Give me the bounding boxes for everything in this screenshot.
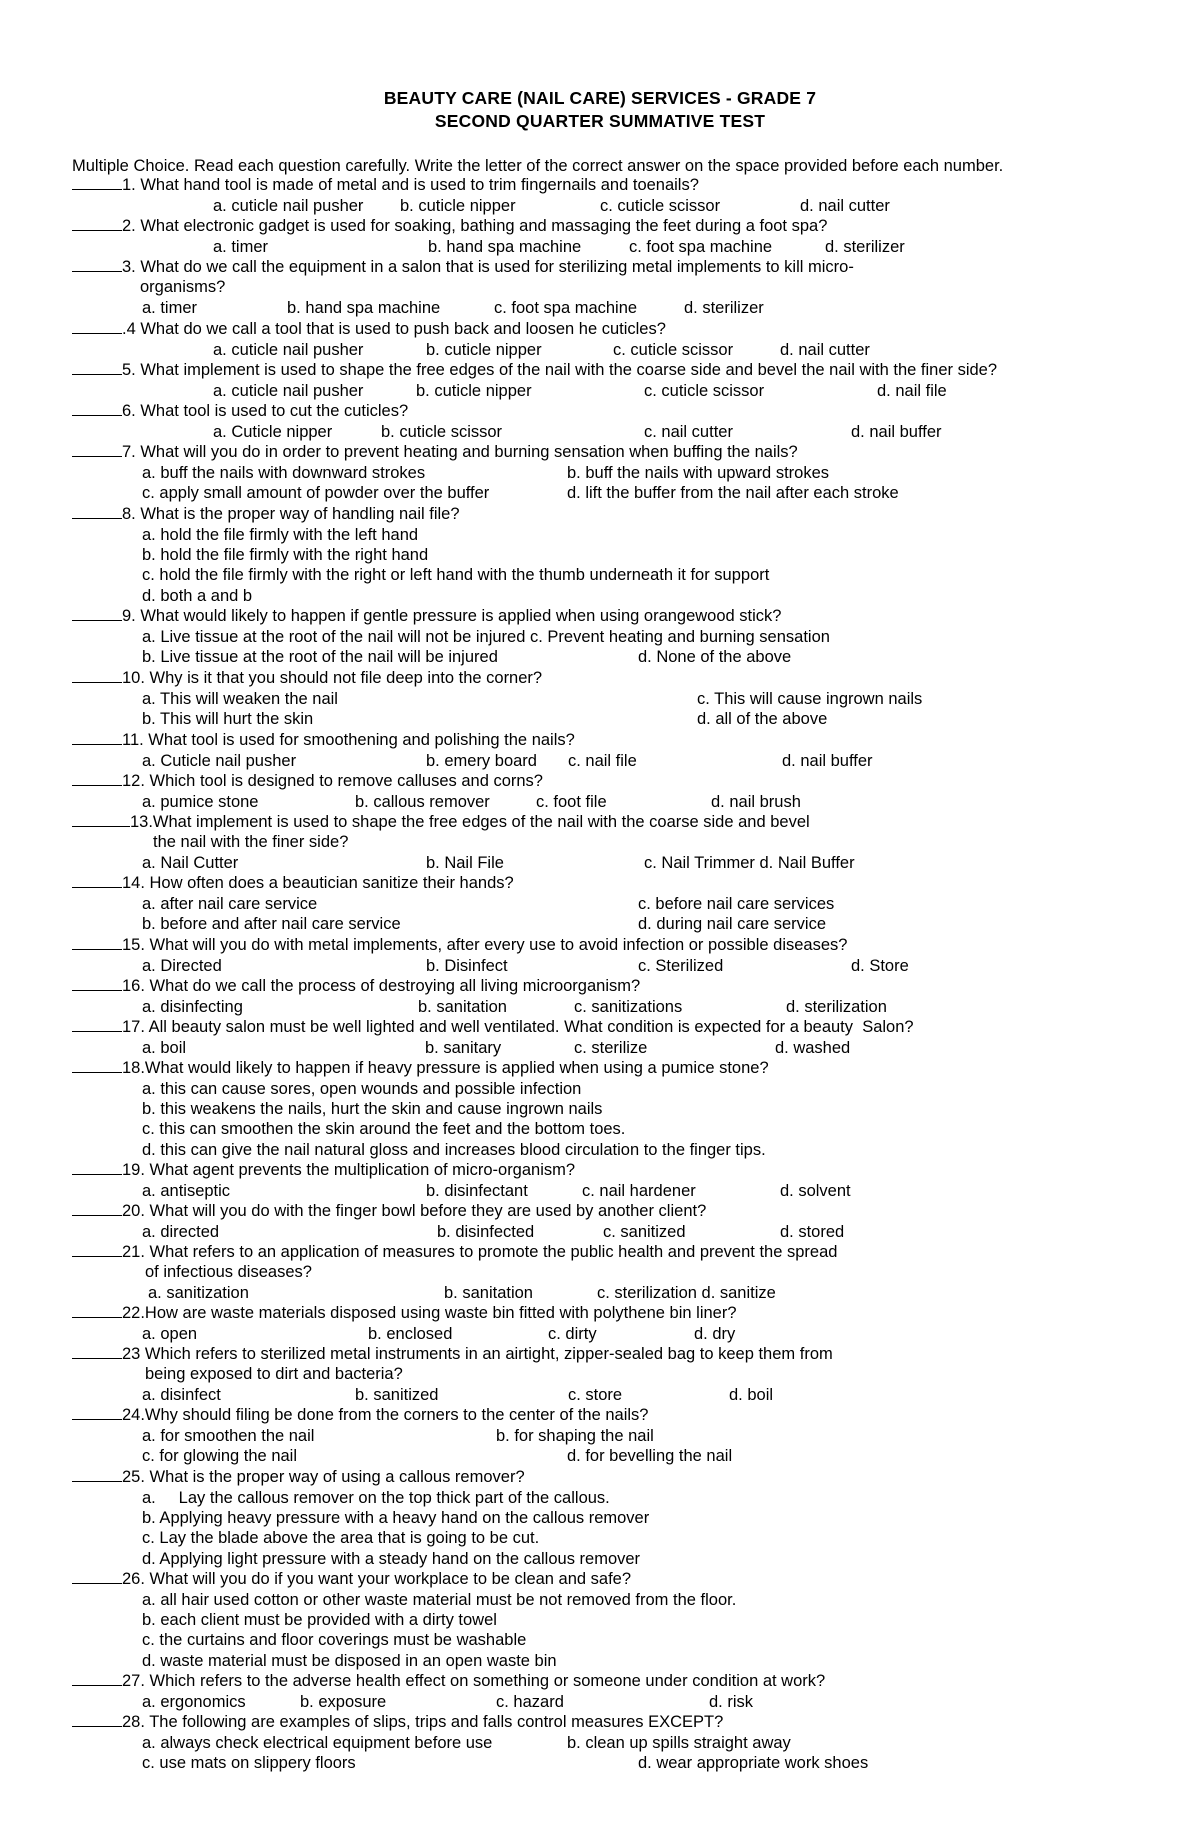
answer-choice: b. cuticle nipper [400, 197, 516, 215]
answer-choice: a. Cuticle nail pusher [142, 752, 297, 770]
answer-blank[interactable] [72, 319, 122, 334]
answer-choice: a. boil [142, 1039, 187, 1057]
answer-choice: d. Applying light pressure with a steady hand on the callous remover [142, 1550, 641, 1568]
answer-choice: c. the curtains and floor coverings must be washable [142, 1631, 527, 1649]
answer-choice: d. stored [780, 1223, 845, 1241]
answer-choice: c. foot spa machine [629, 238, 773, 256]
answer-choice: b. sanitation [418, 998, 507, 1016]
answer-choice: c. Sterilized [638, 957, 724, 975]
question-text: 21. What refers to an application of measures to promote the public health and prevent the spread [122, 1243, 838, 1261]
answer-blank[interactable] [72, 935, 122, 950]
answer-choice: c. nail cutter [644, 423, 733, 441]
answer-choice: b. before and after nail care service [142, 915, 401, 933]
answer-blank[interactable] [72, 1671, 122, 1686]
answer-choice: b. each client must be provided with a dirty towel [142, 1611, 497, 1629]
answer-choice: a. Lay the callous remover on the top thick part of the callous. [142, 1489, 610, 1507]
answer-blank[interactable] [72, 1017, 122, 1032]
question-text: 7. What will you do in order to prevent heating and burning sensation when buffing the nails? [122, 443, 798, 461]
answer-choice: b. disinfectant [426, 1182, 528, 1200]
answer-blank[interactable] [72, 606, 122, 621]
question-line [72, 360, 997, 380]
answer-choice: c. apply small amount of powder over the buffer [142, 484, 490, 502]
question-text: 24.Why should filing be done from the corners to the center of the nails? [122, 1406, 649, 1424]
question-text: 8. What is the proper way of handling nail file? [122, 505, 460, 523]
question-text: 1. What hand tool is made of metal and is used to trim fingernails and toenails? [122, 176, 699, 194]
question-line [72, 1058, 769, 1078]
answer-choice: a. buff the nails with downward strokes [142, 464, 426, 482]
question-text: 11. What tool is used for smoothening and polishing the nails? [122, 731, 575, 749]
answer-choice: a. sanitization [148, 1284, 249, 1302]
question-line [72, 175, 699, 195]
question-line [72, 1405, 648, 1425]
question-text-continued: organisms? [140, 278, 226, 296]
answer-choice: b. hold the file firmly with the right hand [142, 546, 429, 564]
answer-choice: d. sterilization [786, 998, 887, 1016]
answer-blank[interactable] [72, 1405, 122, 1420]
answer-blank[interactable] [72, 175, 122, 190]
question-text: 18.What would likely to happen if heavy pressure is applied when using a pumice stone? [122, 1059, 769, 1077]
question-line [72, 442, 798, 462]
question-text-continued: the nail with the finer side? [153, 833, 349, 851]
answer-choice: b. emery board [426, 752, 537, 770]
answer-choice: b. Nail File [426, 854, 504, 872]
answer-choice: d. risk [709, 1693, 754, 1711]
question-text: 23 Which refers to sterilized metal instruments in an airtight, zipper-sealed bag to keep them from [122, 1345, 833, 1363]
answer-blank[interactable] [72, 1344, 122, 1359]
answer-choice: d. nail buffer [851, 423, 942, 441]
answer-choice: b. this weakens the nails, hurt the skin and cause ingrown nails [142, 1100, 603, 1118]
question-line [72, 1569, 631, 1589]
answer-blank[interactable] [72, 442, 122, 457]
answer-choice: d. None of the above [638, 648, 792, 666]
answer-choice: a. timer [213, 238, 269, 256]
answer-blank[interactable] [72, 1712, 122, 1727]
answer-choice: b. This will hurt the skin [142, 710, 314, 728]
answer-blank[interactable] [72, 504, 122, 519]
question-line [72, 319, 666, 339]
question-text: 26. What will you do if you want your workplace to be clean and safe? [122, 1570, 632, 1588]
answer-choice: c. nail hardener [582, 1182, 696, 1200]
question-text: 27. Which refers to the adverse health effect on something or someone under condition at work? [122, 1672, 826, 1690]
question-line [72, 606, 781, 626]
question-line [72, 401, 408, 421]
question-text-continued: of infectious diseases? [145, 1263, 312, 1281]
answer-choice: c. Nail Trimmer d. Nail Buffer [644, 854, 855, 872]
answer-choice: c. nail file [568, 752, 637, 770]
answer-blank[interactable] [72, 771, 122, 786]
question-line [72, 730, 575, 750]
answer-blank[interactable] [72, 1242, 122, 1257]
answer-choice: b. callous remover [355, 793, 490, 811]
question-text: 25. What is the proper way of using a callous remover? [122, 1468, 525, 1486]
question-line [72, 812, 810, 832]
test-title-line-1: BEAUTY CARE (NAIL CARE) SERVICES - GRADE 7 [383, 88, 817, 108]
answer-blank[interactable] [72, 668, 122, 683]
answer-blank[interactable] [72, 216, 122, 231]
answer-choice: a. Live tissue at the root of the nail will not be injured c. Prevent heating and burning sensation [142, 628, 830, 646]
answer-choice: d. Store [851, 957, 909, 975]
answer-choice: b. cuticle scissor [381, 423, 503, 441]
answer-choice: d. wear appropriate work shoes [638, 1754, 869, 1772]
test-title-line-2: SECOND QUARTER SUMMATIVE TEST [434, 111, 766, 131]
answer-choice: c. Lay the blade above the area that is going to be cut. [142, 1529, 540, 1547]
answer-choice: a. pumice stone [142, 793, 259, 811]
answer-blank[interactable] [72, 1467, 122, 1482]
answer-blank[interactable] [72, 812, 130, 827]
answer-choice: c. dirty [548, 1325, 597, 1343]
answer-choice: b. sanitation [444, 1284, 533, 1302]
answer-choice: b. hand spa machine [428, 238, 582, 256]
answer-choice: d. washed [775, 1039, 851, 1057]
answer-choice: c. store [568, 1386, 623, 1404]
answer-choice: d. lift the buffer from the nail after each stroke [567, 484, 899, 502]
answer-choice: b. Applying heavy pressure with a heavy hand on the callous remover [142, 1509, 650, 1527]
answer-choice: a. for smoothen the nail [142, 1427, 315, 1445]
answer-choice: a. ergonomics [142, 1693, 246, 1711]
answer-blank[interactable] [72, 1569, 122, 1584]
question-text: .4 What do we call a tool that is used to push back and loosen he cuticles? [122, 320, 666, 338]
answer-choice: a. antiseptic [142, 1182, 231, 1200]
answer-blank[interactable] [72, 1058, 122, 1073]
question-text: 28. The following are examples of slips, trips and falls control measures EXCEPT? [122, 1713, 724, 1731]
answer-choice: b. enclosed [368, 1325, 453, 1343]
answer-choice: a. directed [142, 1223, 220, 1241]
answer-choice: b. Disinfect [426, 957, 508, 975]
answer-choice: c. sanitizations [574, 998, 683, 1016]
answer-choice: c. use mats on slippery floors [142, 1754, 356, 1772]
answer-choice: d. during nail care service [638, 915, 827, 933]
answer-blank[interactable] [72, 1303, 122, 1318]
answer-blank[interactable] [72, 360, 122, 375]
question-line [72, 1201, 706, 1221]
answer-choice: d. boil [729, 1386, 774, 1404]
question-line [72, 257, 854, 277]
answer-choice: a. disinfect [142, 1386, 221, 1404]
answer-choice: b. sanitized [355, 1386, 439, 1404]
answer-choice: d. nail brush [711, 793, 801, 811]
answer-blank[interactable] [72, 257, 122, 272]
answer-choice: b. sanitary [425, 1039, 502, 1057]
answer-choice: c. hold the file firmly with the right or left hand with the thumb underneath it for support [142, 566, 770, 584]
question-line [72, 1242, 837, 1262]
question-text: 2. What electronic gadget is used for soaking, bathing and massaging the feet during a foot spa? [122, 217, 828, 235]
instructions: Multiple Choice. Read each question carefully. Write the letter of the correct answer on the space provided before each number. [72, 157, 1004, 175]
answer-choice: b. clean up spills straight away [567, 1734, 791, 1752]
answer-choice: c. sterilization d. sanitize [597, 1284, 776, 1302]
answer-choice: c. This will cause ingrown nails [697, 690, 923, 708]
answer-blank[interactable] [72, 1160, 122, 1175]
answer-choice: a. This will weaken the nail [142, 690, 338, 708]
answer-blank[interactable] [72, 730, 122, 745]
question-line [72, 1671, 825, 1691]
answer-choice: b. buff the nails with upward strokes [567, 464, 830, 482]
answer-choice: d. dry [694, 1325, 736, 1343]
answer-choice: a. Nail Cutter [142, 854, 239, 872]
answer-choice: d. nail cutter [780, 341, 870, 359]
answer-choice: a. disinfecting [142, 998, 243, 1016]
question-line [72, 935, 847, 955]
answer-choice: c. sanitized [603, 1223, 686, 1241]
answer-choice: c. foot spa machine [494, 299, 638, 317]
question-line [72, 873, 514, 893]
question-text: 10. Why is it that you should not file deep into the corner? [122, 669, 543, 687]
answer-choice: a. after nail care service [142, 895, 318, 913]
answer-choice: b. disinfected [437, 1223, 535, 1241]
answer-choice: b. cuticle nipper [426, 341, 542, 359]
answer-choice: d. this can give the nail natural gloss and increases blood circulation to the finger tips. [142, 1141, 766, 1159]
answer-choice: d. nail cutter [800, 197, 890, 215]
question-text: 19. What agent prevents the multiplication of micro-organism? [122, 1161, 576, 1179]
answer-choice: c. before nail care services [638, 895, 835, 913]
question-line [72, 668, 542, 688]
question-line [72, 1017, 914, 1037]
answer-choice: a. this can cause sores, open wounds and possible infection [142, 1080, 582, 1098]
question-text: 12. Which tool is designed to remove calluses and corns? [122, 772, 543, 790]
answer-choice: a. cuticle nail pusher [213, 382, 364, 400]
question-text: 22.How are waste materials disposed using waste bin fitted with polythene bin liner? [122, 1304, 737, 1322]
question-line [72, 771, 543, 791]
answer-choice: c. cuticle scissor [613, 341, 734, 359]
answer-choice: a. timer [142, 299, 198, 317]
answer-choice: c. sterilize [574, 1039, 648, 1057]
question-text: 9. What would likely to happen if gentle pressure is applied when using orangewood stick? [122, 607, 782, 625]
answer-choice: d. nail file [877, 382, 947, 400]
answer-choice: a. hold the file firmly with the left hand [142, 526, 419, 544]
question-text: 6. What tool is used to cut the cuticles? [122, 402, 409, 420]
answer-choice: a. cuticle nail pusher [213, 197, 364, 215]
answer-choice: a. cuticle nail pusher [213, 341, 364, 359]
answer-blank[interactable] [72, 873, 122, 888]
question-text: 3. What do we call the equipment in a salon that is used for sterilizing metal implements to kill micro- [122, 258, 854, 276]
answer-choice: d. nail buffer [782, 752, 873, 770]
answer-choice: d. for bevelling the nail [567, 1447, 733, 1465]
answer-choice: a. open [142, 1325, 198, 1343]
question-line [72, 504, 460, 524]
answer-choice: d. sterilizer [684, 299, 764, 317]
answer-choice: c. hazard [496, 1693, 564, 1711]
question-line [72, 1303, 737, 1323]
question-line [72, 1467, 525, 1487]
answer-blank[interactable] [72, 401, 122, 416]
question-text: 14. How often does a beautician sanitize their hands? [122, 874, 514, 892]
question-line [72, 976, 640, 996]
question-line [72, 216, 827, 236]
answer-choice: d. solvent [780, 1182, 851, 1200]
answer-choice: c. this can smoothen the skin around the feet and the bottom toes. [142, 1120, 626, 1138]
answer-choice: a. Directed [142, 957, 222, 975]
answer-choice: c. cuticle scissor [644, 382, 765, 400]
question-text: 15. What will you do with metal implements, after every use to avoid infection or possible diseases? [122, 936, 848, 954]
answer-choice: c. cuticle scissor [600, 197, 721, 215]
question-line [72, 1344, 833, 1364]
answer-choice: b. Live tissue at the root of the nail will be injured [142, 648, 498, 666]
answer-choice: b. hand spa machine [287, 299, 441, 317]
answer-choice: d. both a and b [142, 587, 253, 605]
answer-choice: b. for shaping the nail [496, 1427, 654, 1445]
answer-choice: c. foot file [536, 793, 607, 811]
question-text: 17. All beauty salon must be well lighted and well ventilated. What condition is expected for a beauty Salon? [122, 1018, 914, 1036]
question-text: 16. What do we call the process of destroying all living microorganism? [122, 977, 641, 995]
answer-choice: a. always check electrical equipment before use [142, 1734, 493, 1752]
answer-blank[interactable] [72, 976, 122, 991]
question-line [72, 1712, 723, 1732]
answer-choice: b. exposure [300, 1693, 387, 1711]
answer-choice: d. sterilizer [825, 238, 905, 256]
question-text: 5. What implement is used to shape the free edges of the nail with the coarse side and bevel the nail with the finer side? [122, 361, 998, 379]
answer-choice: a. Cuticle nipper [213, 423, 333, 441]
question-text-continued: being exposed to dirt and bacteria? [145, 1365, 403, 1383]
answer-choice: d. waste material must be disposed in an open waste bin [142, 1652, 557, 1670]
question-line [72, 1160, 575, 1180]
answer-blank[interactable] [72, 1201, 122, 1216]
answer-choice: a. all hair used cotton or other waste material must be not removed from the floor. [142, 1591, 737, 1609]
question-text: 20. What will you do with the finger bowl before they are used by another client? [122, 1202, 707, 1220]
answer-choice: c. for glowing the nail [142, 1447, 298, 1465]
question-text: 13.What implement is used to shape the free edges of the nail with the coarse side and bevel [130, 813, 810, 831]
answer-choice: d. all of the above [697, 710, 828, 728]
answer-choice: b. cuticle nipper [416, 382, 532, 400]
